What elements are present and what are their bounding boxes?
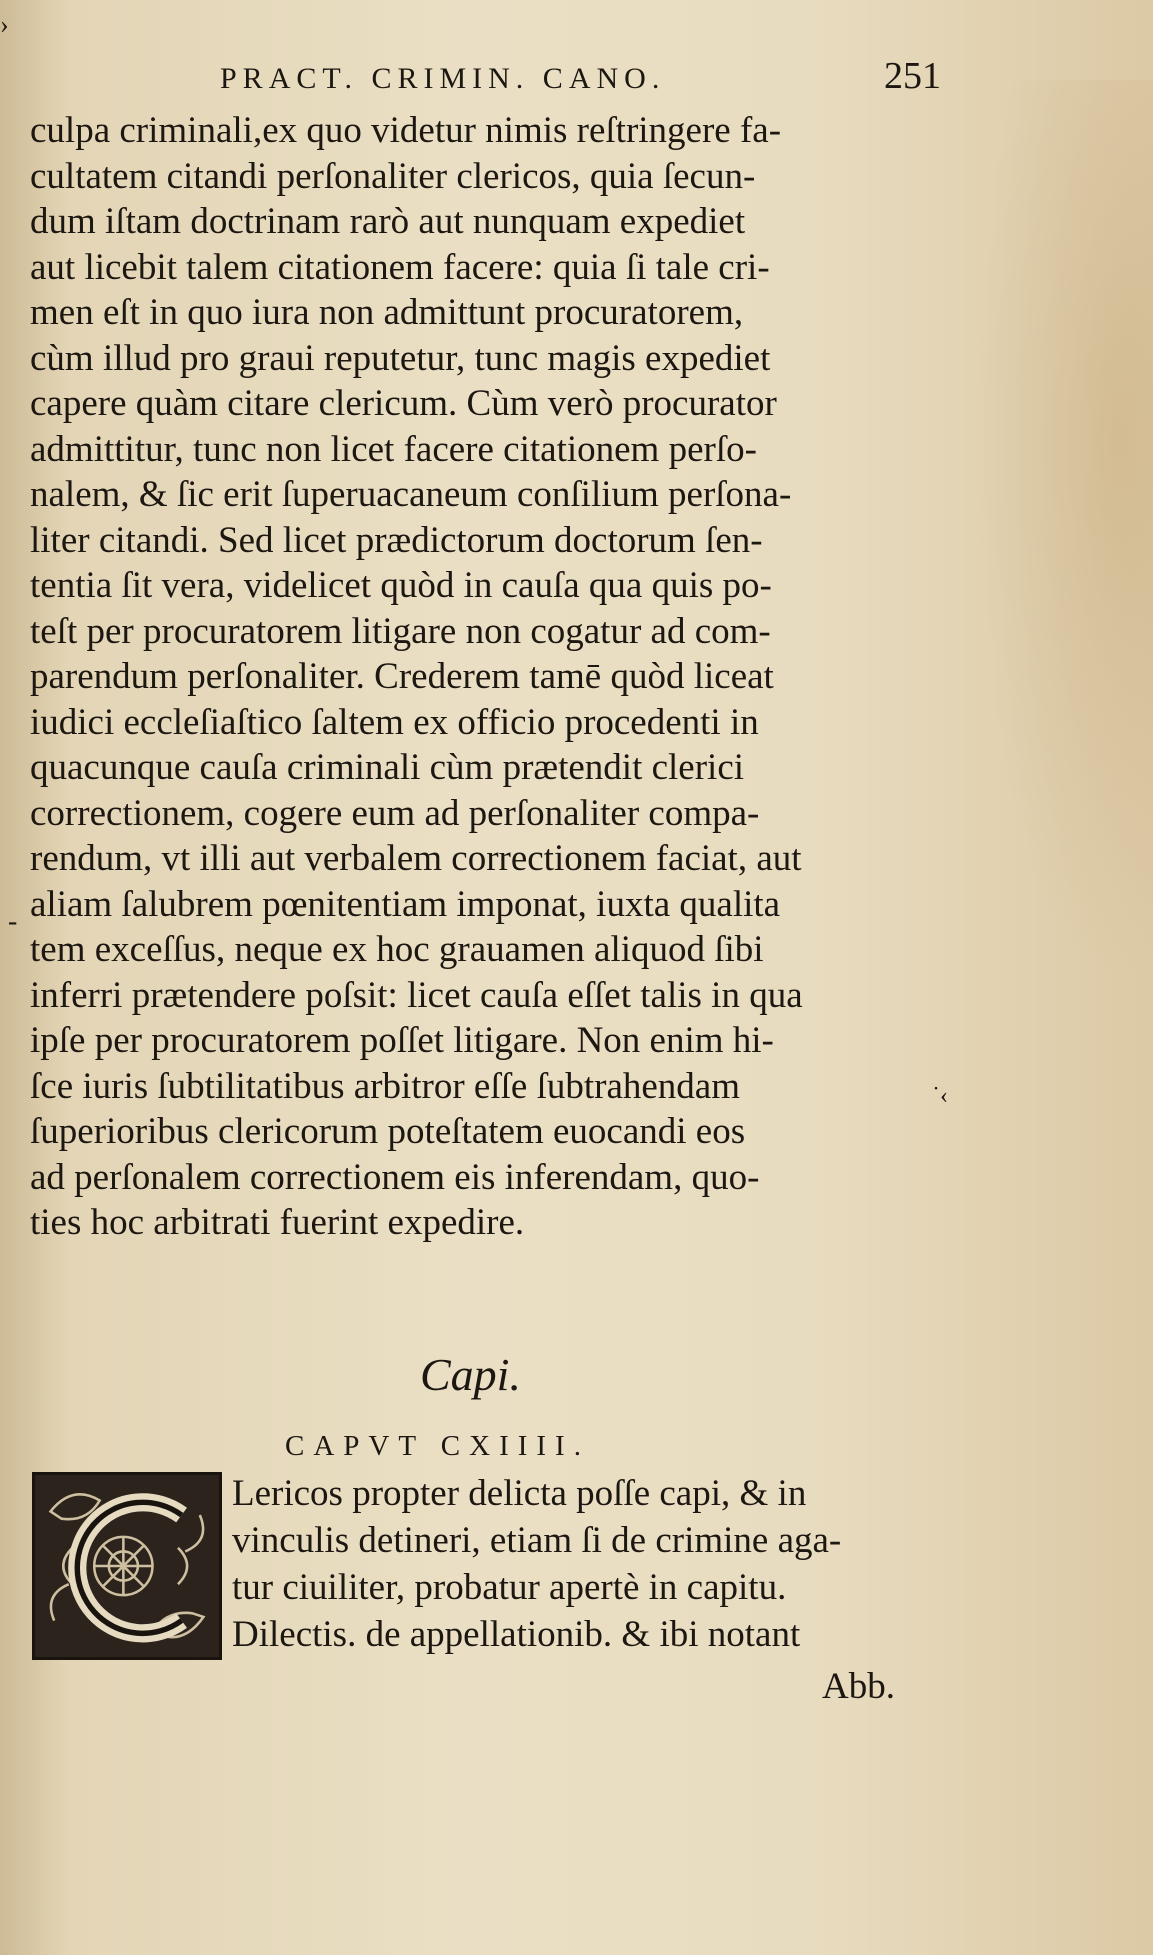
text-line: Dilectis. de appellationib. & ibi notant <box>232 1614 801 1655</box>
text-line: inferri prætendere poſsit: licet cauſa eſſet talis in qua <box>30 974 803 1016</box>
text-line: cùm illud pro graui reputetur, tunc magis expediet <box>30 337 771 379</box>
edge-mark: › <box>0 10 9 39</box>
text-line: teſt per procuratorem litigare non cogatur ad com- <box>30 610 771 652</box>
chapter-title: CAPVT CXIIII. <box>285 1430 590 1462</box>
text-line: tur ciuiliter, probatur apertè in capitu. <box>232 1567 787 1608</box>
text-line: vinculis detineri, etiam ſi de crimine aga- <box>232 1520 842 1561</box>
main-text <box>30 108 920 1246</box>
text-line: ties hoc arbitrati fuerint expedire. <box>30 1202 525 1243</box>
text-line: tem exceſſus, neque ex hoc grauamen aliquod ſibi <box>30 929 764 970</box>
text-line: dum iſtam doctrinam rarò aut nunquam expediet <box>30 201 746 242</box>
text-line: aut licebit talem citationem facere: quia ſi tale cri- <box>30 246 770 288</box>
decorated-initial-c-icon <box>32 1472 222 1660</box>
text-line: parendum perſonaliter. Crederem tamē quòd liceat <box>30 656 774 697</box>
text-line: rendum, vt illi aut verbalem correctionem faciat, aut <box>30 838 802 879</box>
text-line: ſuperioribus clericorum poteſtatem euocandi eos <box>30 1111 746 1152</box>
initial-ornament <box>35 1475 219 1657</box>
catchword: Capi. <box>420 1349 521 1400</box>
chapter-text <box>232 1470 932 1658</box>
text-line: liter citandi. Sed licet prædictorum doctorum ſen- <box>30 519 763 561</box>
text-line: quacunque cauſa criminali cùm prætendit clerici <box>30 747 745 788</box>
text-line: iudici eccleſiaſtico ſaltem ex officio procedenti in <box>30 701 759 743</box>
text-line: ad perſonalem correctionem eis inferendam, quo- <box>30 1156 760 1198</box>
text-line: cultatem citandi perſonaliter clericos, quia ſecun- <box>30 155 756 197</box>
page-number: 251 <box>884 55 941 97</box>
text-line: capere quàm citare clericum. Cùm verò procurator <box>30 383 777 424</box>
catchword-bottom: Abb. <box>822 1666 895 1707</box>
text-line: culpa criminali,ex quo videtur nimis reſtringere fa- <box>30 110 782 151</box>
text-line: ipſe per procuratorem poſſet litigare. Non enim hi- <box>30 1020 774 1061</box>
text-line: Lericos propter delicta poſſe capi, & in <box>232 1473 807 1514</box>
text-line: ſce iuris ſubtilitatibus arbitror eſſe ſubtrahendam <box>30 1065 740 1107</box>
text-line: aliam ſalubrem pœnitentiam imponat, iuxta qualita <box>30 883 781 925</box>
running-title: PRACT. CRIMIN. CANO. <box>220 62 666 95</box>
text-line: nalem, & ſic erit ſuperuacaneum conſilium perſona- <box>30 474 792 515</box>
text-line: correctionem, cogere eum ad perſonaliter compa- <box>30 792 760 834</box>
text-line: tentia ſit vera, videlicet quòd in cauſa qua quis po- <box>30 565 772 606</box>
text-line: men eſt in quo iura non admittunt procuratorem, <box>30 292 744 333</box>
margin-tick: ˙‹ <box>932 1083 948 1109</box>
text-line: admittitur, tunc non licet facere citationem perſo- <box>30 428 757 470</box>
margin-dash: - <box>8 906 18 937</box>
paper-stain <box>973 80 1153 980</box>
